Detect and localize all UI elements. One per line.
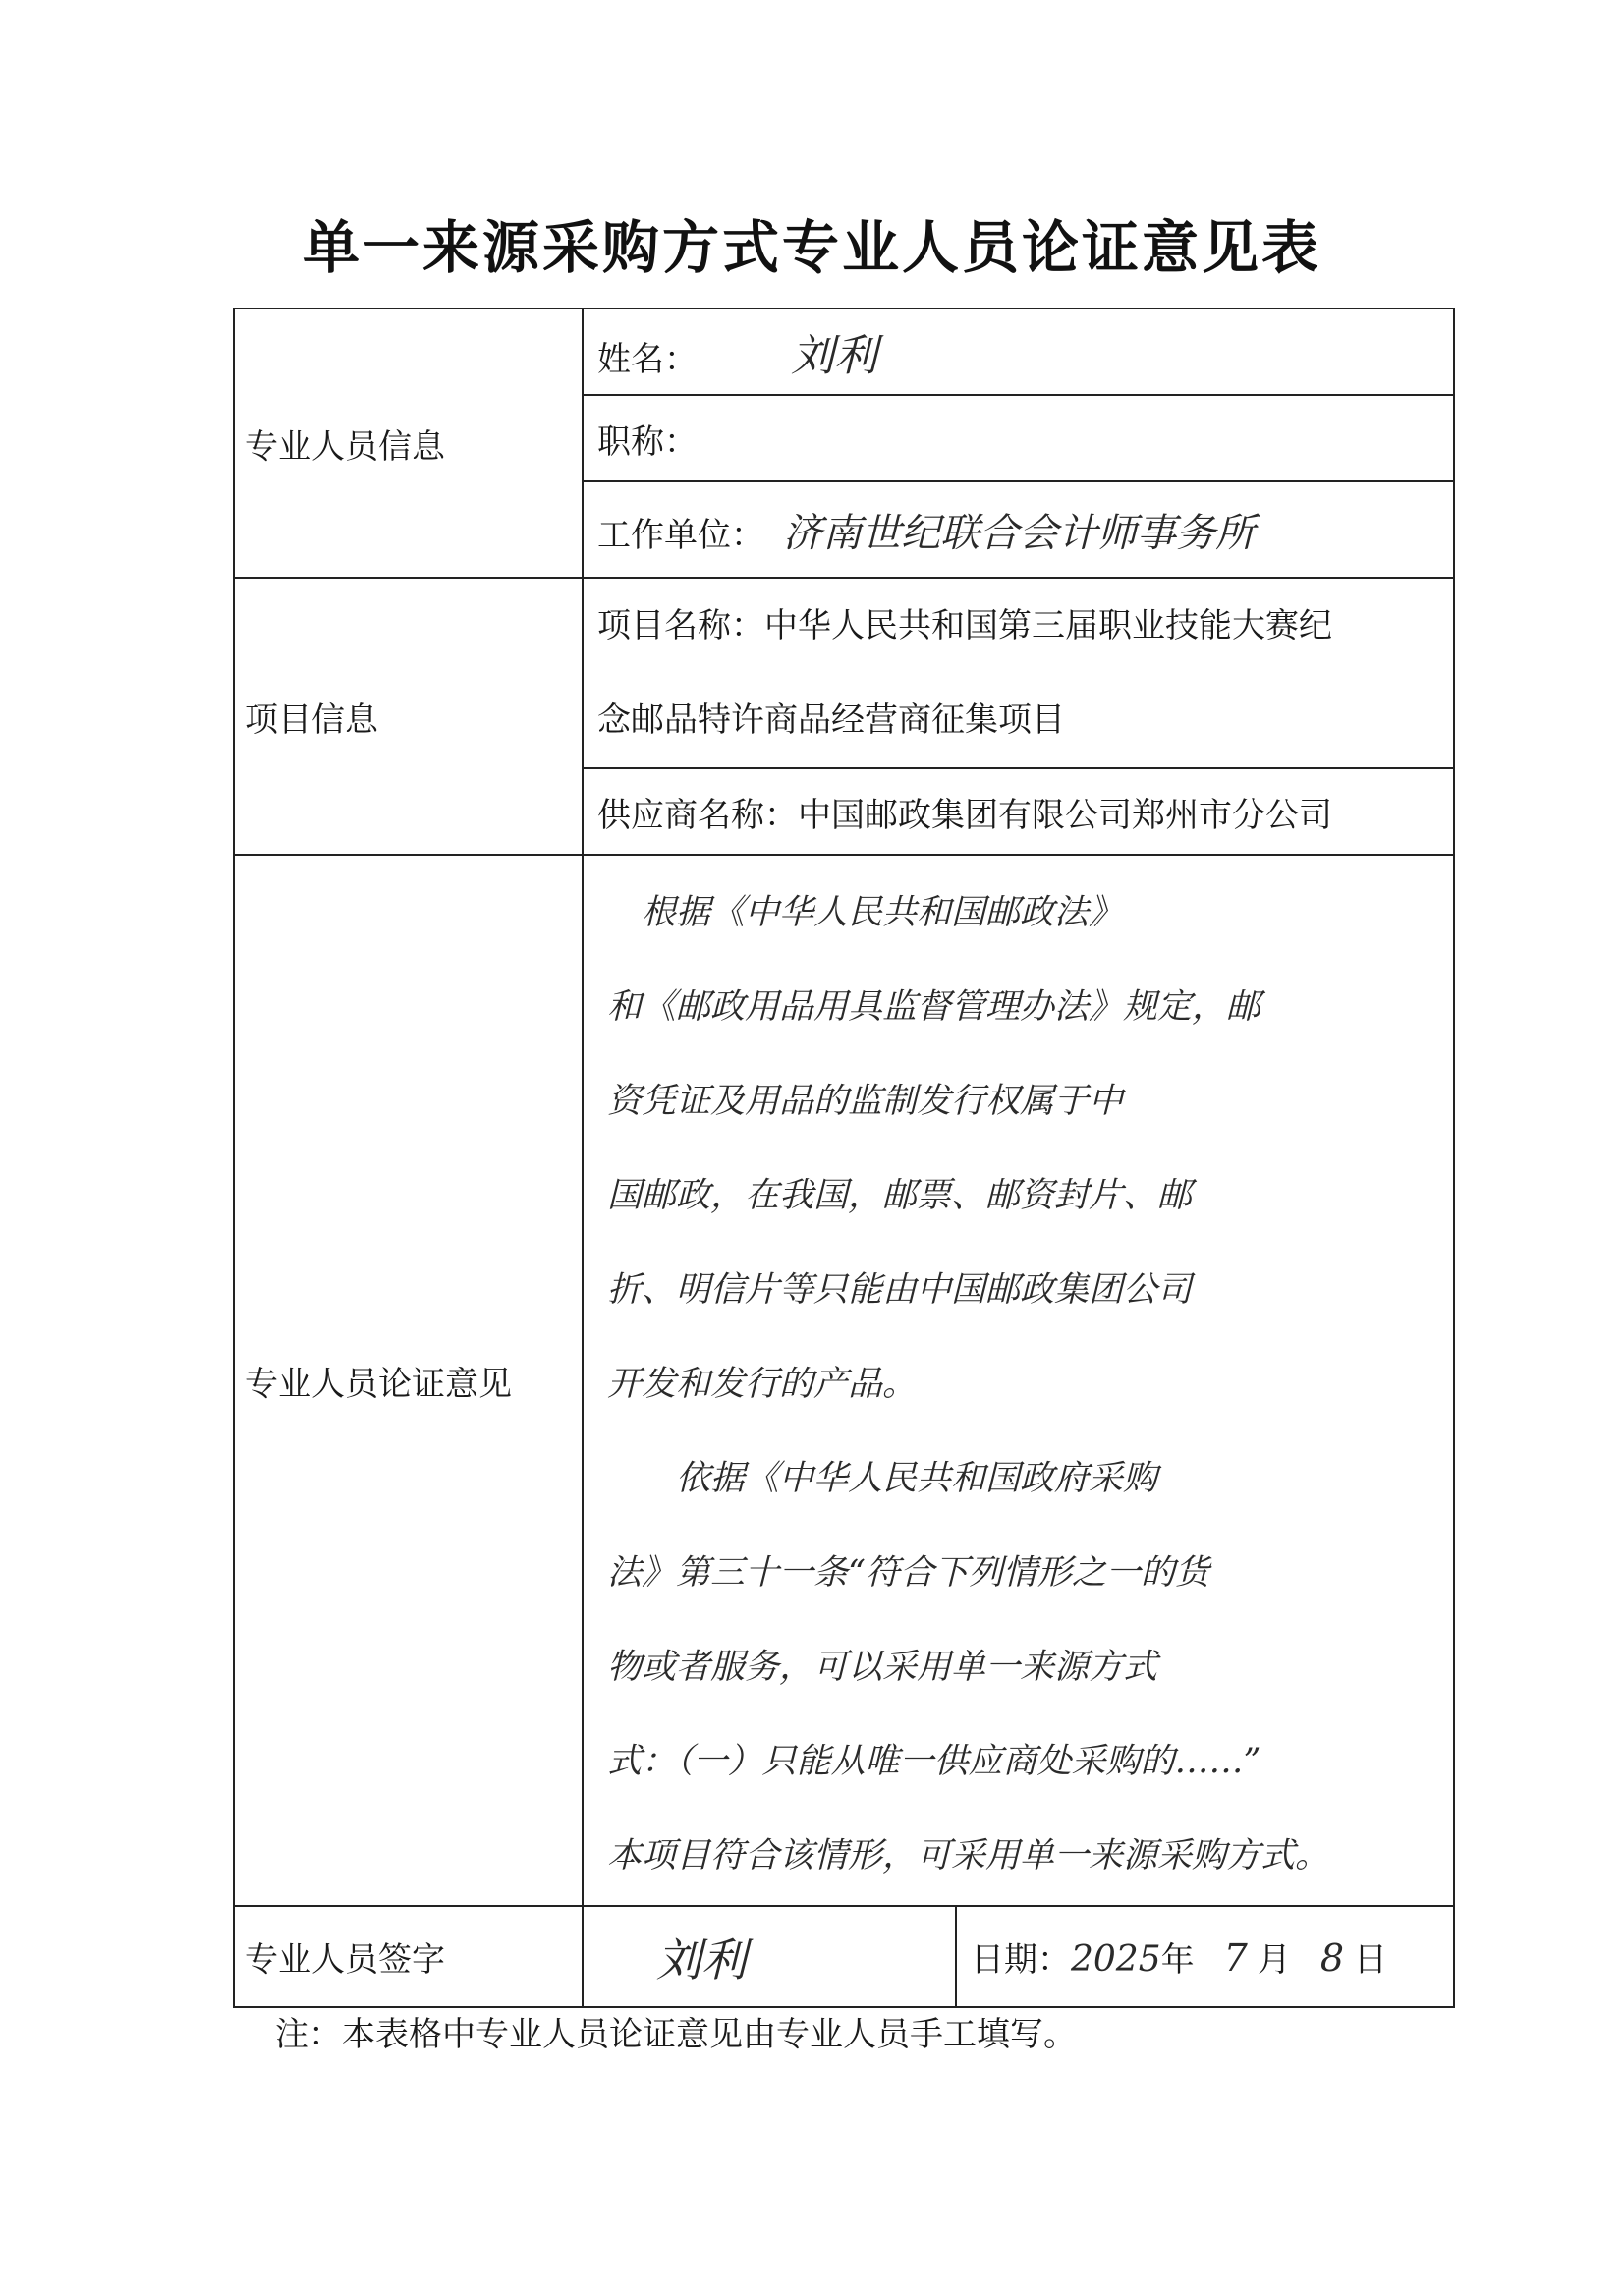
page-title: 单一来源采购方式专业人员论证意见表: [302, 214, 1321, 281]
opinion-line: 折、明信片等只能由中国邮政集团公司: [607, 1270, 1193, 1310]
opinion-text: [584, 866, 1453, 1903]
project-name-line-1: 项目名称：中华人民共和国第三届职业技能大赛纪: [597, 606, 1332, 645]
supplier-name: 供应商名称：中国邮政集团有限公司郑州市分公司: [597, 795, 1332, 835]
opinion-line: 根据《中华人民共和国邮政法》: [607, 893, 1124, 932]
opinion-field: [583, 855, 1454, 1906]
workplace-value: 济南世纪联合会计师事务所: [783, 510, 1256, 556]
job-title-label: 职称：: [597, 421, 698, 462]
job-title-field: [583, 395, 1454, 481]
opinion-line: 本项目符合该情形，可采用单一来源采购方式。: [607, 1836, 1330, 1876]
name-field: [583, 308, 1454, 395]
project-name-field: [583, 578, 1454, 768]
date-field: [956, 1906, 1454, 2007]
form-table: [233, 308, 1455, 2008]
professional-info-label: 专业人员信息: [234, 308, 583, 578]
opinion-line: 法》第三十一条“符合下列情形之一的货: [607, 1553, 1209, 1593]
opinion-line: 式：（一）只能从唯一供应商处采购的……”: [607, 1742, 1261, 1781]
date-label: 日期：: [971, 1940, 1071, 1980]
signature-label: 专业人员签字: [234, 1906, 583, 2007]
date-month-unit: 月: [1257, 1940, 1291, 1980]
date-year-unit: 年: [1160, 1940, 1195, 1980]
name-label: 姓名：: [597, 340, 698, 379]
opinion-line: 和《邮政用品用具监督管理办法》规定，邮: [607, 987, 1261, 1027]
opinion-line: 物或者服务，可以采用单一来源方式: [607, 1648, 1158, 1687]
opinion-line: 开发和发行的产品。: [607, 1365, 918, 1404]
date-month: 7: [1223, 1936, 1248, 1980]
date-day: 8: [1319, 1936, 1344, 1980]
signature-value: 刘利: [656, 1932, 747, 1987]
opinion-line: 依据《中华人民共和国政府采购: [607, 1459, 1158, 1498]
date-year: 2025: [1071, 1939, 1161, 1980]
name-value: 刘利: [791, 331, 878, 381]
footnote: 注：本表格中专业人员论证意见由专业人员手工填写。: [275, 2015, 1077, 2054]
opinion-line: 国邮政，在我国，邮票、邮资封片、邮: [607, 1176, 1193, 1215]
supplier-field: [583, 768, 1454, 855]
workplace-label: 工作单位：: [597, 515, 764, 555]
project-name-line-2: 念邮品特许商品经营商征集项目: [597, 700, 1065, 740]
opinion-line: 资凭证及用品的监制发行权属于中: [607, 1082, 1124, 1121]
project-info-label: 项目信息: [234, 578, 583, 855]
opinion-label: 专业人员论证意见: [234, 855, 583, 1906]
signature-field: [583, 1906, 956, 2007]
date-day-unit: 日: [1354, 1940, 1387, 1980]
workplace-field: [583, 481, 1454, 578]
